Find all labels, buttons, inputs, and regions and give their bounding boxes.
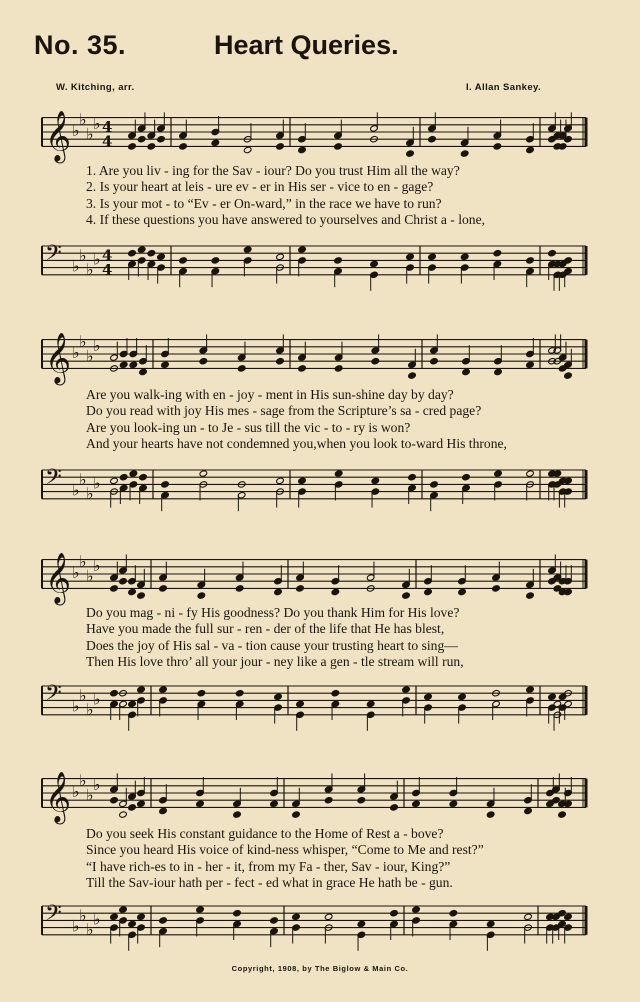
note-icon [197, 690, 206, 697]
flat-icon: ♭ [72, 696, 80, 716]
note-icon [558, 693, 567, 700]
lyric-line: Are you look-ing un - to Je - sus till the vic - to - ry is won? [86, 419, 411, 435]
lyric-line: Do you mag - ni - fy His goodness? Do you thank Him for His love? [86, 605, 460, 620]
note-icon [235, 585, 244, 592]
flat-icon: ♭ [93, 909, 101, 929]
note-icon [196, 906, 205, 913]
note-icon [235, 690, 244, 697]
note-icon [276, 253, 285, 260]
flat-icon: ♭ [93, 555, 101, 575]
hymn-number: No. 35. [34, 30, 127, 60]
note-icon [296, 585, 305, 592]
flat-icon: ♭ [86, 484, 94, 504]
flat-icon: ♭ [93, 249, 101, 269]
treble-clef-icon: 𝄞 [45, 332, 72, 384]
note-icon [334, 257, 343, 264]
note-icon [524, 913, 533, 920]
note-icon [139, 474, 148, 481]
note-icon [548, 250, 557, 257]
flat-icon: ♭ [93, 473, 101, 493]
note-icon [402, 592, 411, 599]
note-icon [462, 474, 471, 481]
note-icon [424, 693, 433, 700]
note-icon [428, 253, 437, 260]
flat-icon: ♭ [72, 121, 80, 140]
note-icon [147, 250, 156, 257]
flat-icon: ♭ [72, 256, 80, 276]
arranger-credit: W. Kitching, arr. [56, 82, 135, 93]
note-icon [129, 361, 138, 368]
note-icon [460, 253, 469, 260]
note-icon [526, 470, 535, 477]
bass-clef-icon: 𝄢 [45, 241, 62, 271]
copyright-notice: Copyright, 1908, by The Biglow & Main Co. [231, 964, 409, 973]
verse-block-4 [86, 826, 586, 892]
note-icon [233, 910, 242, 917]
note-icon [296, 700, 305, 707]
flat-icon: ♭ [72, 563, 80, 582]
flat-icon: ♭ [86, 566, 94, 586]
note-icon [196, 800, 205, 807]
note-icon [412, 906, 421, 913]
flat-icon: ♭ [93, 335, 101, 355]
note-icon [199, 358, 208, 365]
note-icon [197, 592, 206, 599]
bass-staff-1 [0, 236, 640, 306]
note-icon [137, 913, 146, 920]
flat-icon: ♭ [86, 700, 94, 720]
flat-icon: ♭ [72, 782, 80, 801]
note-icon [357, 797, 366, 804]
note-icon [137, 800, 146, 807]
lyric-line: 1. Are you liv - ing for the Sav - iour? Do you trust Him all the way? [86, 163, 460, 178]
note-icon [276, 143, 285, 150]
composer-credit: I. Allan Sankey. [466, 82, 542, 93]
note-icon [424, 588, 433, 595]
flat-icon: ♭ [79, 552, 87, 572]
note-icon [564, 257, 573, 264]
note-icon [211, 257, 220, 264]
note-icon [548, 693, 557, 700]
note-icon [157, 253, 166, 260]
bass-staff-2 [0, 460, 640, 530]
flat-icon: ♭ [79, 332, 87, 352]
time-signature-digit: 4 [102, 246, 113, 265]
note-icon [147, 143, 156, 150]
note-icon [137, 136, 146, 143]
lyric-line: Have you made the full sur - ren - der of the life that He has blest, [86, 621, 445, 637]
note-icon [137, 246, 146, 253]
note-icon [493, 250, 502, 257]
flat-icon: ♭ [86, 785, 94, 805]
note-icon [458, 693, 467, 700]
note-icon [110, 585, 119, 592]
note-icon [460, 150, 469, 157]
note-icon [526, 686, 535, 693]
note-icon [357, 920, 366, 927]
note-icon [298, 246, 307, 253]
bass-clef-icon: 𝄢 [45, 901, 62, 931]
note-icon [233, 811, 242, 818]
bass-staff-4 [0, 896, 640, 956]
note-icon [494, 470, 503, 477]
lyric-line: And your hearts have not condemned you,when you look to-ward His throne, [86, 436, 507, 452]
lyric-line: Are you walk-ing with en - joy - ment in His sun-shine day by day? [86, 387, 454, 402]
note-icon [128, 920, 137, 927]
lyric-line: Do you seek His constant guidance to the Home of Rest a - bove? [86, 826, 444, 841]
time-signature-digit: 4 [102, 118, 113, 136]
lyric-line: Does the joy of His sal - va - tion cause your trusting heart to sing— [86, 637, 458, 653]
note-icon [334, 143, 343, 150]
flat-icon: ♭ [86, 920, 94, 940]
flat-icon: ♭ [79, 685, 87, 705]
flat-icon: ♭ [79, 771, 87, 791]
note-icon [128, 804, 137, 811]
note-icon [390, 804, 399, 811]
note-icon [159, 917, 168, 924]
hymn-title: Heart Queries. [214, 30, 399, 60]
note-icon [526, 361, 535, 368]
note-icon [179, 257, 188, 264]
note-icon [199, 470, 208, 477]
note-icon [371, 477, 380, 484]
note-icon [526, 146, 535, 153]
note-icon [390, 910, 399, 917]
flat-icon: ♭ [72, 343, 80, 362]
treble-staff-4 [0, 760, 640, 826]
note-icon [110, 797, 119, 804]
note-icon [110, 913, 119, 920]
flat-icon: ♭ [86, 260, 94, 280]
note-icon [119, 361, 128, 368]
note-icon [526, 592, 535, 599]
note-icon [276, 477, 285, 484]
lyric-line: Then His love thro’ all your jour - ney like a gen - tle stream will run, [86, 654, 464, 670]
note-icon [159, 585, 168, 592]
note-icon [334, 365, 343, 372]
note-icon [430, 481, 439, 488]
note-icon [370, 260, 379, 267]
treble-clef-icon: 𝄞 [45, 771, 72, 823]
note-icon [430, 358, 439, 365]
note-icon [139, 368, 148, 375]
time-signature-digit: 4 [102, 260, 113, 279]
note-icon [334, 470, 343, 477]
note-icon [157, 136, 166, 143]
note-icon [406, 253, 415, 260]
note-icon [159, 686, 168, 693]
flat-icon: ♭ [79, 110, 87, 130]
time-signature-digit: 4 [102, 132, 113, 151]
note-icon [408, 372, 417, 379]
note-icon [493, 143, 502, 150]
note-icon [211, 139, 220, 146]
note-icon [298, 146, 307, 153]
note-icon [402, 686, 411, 693]
verse-block-3 [86, 605, 586, 671]
note-icon [119, 906, 128, 913]
flat-icon: ♭ [93, 774, 101, 794]
note-icon [458, 588, 467, 595]
note-icon [110, 690, 119, 697]
note-icon [243, 246, 252, 253]
note-icon [449, 800, 458, 807]
note-icon [128, 250, 137, 257]
note-icon [524, 807, 533, 814]
lyric-line: Till the Sav-iour hath per - fect - ed what in grace He hath be - gun. [86, 875, 453, 891]
note-icon [331, 690, 340, 697]
note-icon [270, 800, 279, 807]
note-icon [119, 578, 128, 585]
note-icon [270, 917, 279, 924]
note-icon [243, 146, 252, 153]
note-icon [486, 811, 495, 818]
flat-icon: ♭ [72, 916, 80, 936]
note-icon [179, 143, 188, 150]
note-icon [137, 592, 146, 599]
flat-icon: ♭ [86, 124, 94, 144]
note-icon [486, 920, 495, 927]
note-icon [237, 365, 246, 372]
note-icon [119, 811, 128, 818]
lyric-line: Since you heard His voice of kind-ness whisper, “Come to Me and rest?” [86, 842, 484, 858]
note-icon [128, 588, 137, 595]
note-icon [462, 368, 471, 375]
note-icon [366, 700, 375, 707]
note-icon [558, 811, 567, 818]
note-icon [129, 470, 138, 477]
note-icon [298, 365, 307, 372]
lyric-line: Do you read with joy His mes - sage from the Scripture’s sa - cred page? [86, 403, 482, 419]
flat-icon: ♭ [86, 346, 94, 366]
note-icon [274, 693, 283, 700]
lyric-line: “I have rich-es to in - her - it, from my Fa - ther, Sav - iour, King?” [86, 858, 451, 874]
note-icon [324, 797, 333, 804]
note-icon [331, 588, 340, 595]
treble-clef-icon: 𝄞 [45, 110, 72, 162]
note-icon [412, 800, 421, 807]
bass-clef-icon: 𝄢 [45, 465, 62, 495]
lyric-line: 4. If these questions you have answered to yourselves and Christ a - lone, [86, 212, 486, 228]
note-icon [274, 588, 283, 595]
treble-staff-2 [0, 322, 640, 386]
verse-block-1 [86, 163, 586, 229]
note-icon [406, 150, 415, 157]
note-icon [110, 477, 119, 484]
note-icon [128, 700, 137, 707]
flat-icon: ♭ [79, 245, 87, 265]
flat-icon: ♭ [93, 113, 101, 133]
note-icon [128, 143, 137, 150]
note-icon [526, 257, 535, 264]
lyric-line: 3. Is your mot - to “Ev - er On-ward,” in the race we have to run? [86, 195, 442, 211]
note-icon [137, 686, 146, 693]
flat-icon: ♭ [72, 480, 80, 500]
treble-clef-icon: 𝄞 [45, 552, 72, 604]
note-icon [408, 474, 417, 481]
note-icon [119, 474, 128, 481]
flat-icon: ♭ [79, 469, 87, 489]
note-icon [292, 811, 301, 818]
note-icon [292, 913, 301, 920]
note-icon [161, 361, 170, 368]
note-icon [449, 910, 458, 917]
note-icon [276, 358, 285, 365]
lyric-line: 2. Is your heart at leis - ure ev - er in His ser - vice to en - gage? [86, 179, 434, 195]
treble-staff-1 [0, 104, 640, 160]
note-icon [159, 807, 168, 814]
verse-block-2 [86, 387, 586, 453]
note-icon [371, 358, 380, 365]
note-icon [428, 136, 437, 143]
note-icon [492, 585, 501, 592]
treble-staff-3 [0, 542, 640, 606]
note-icon [494, 368, 503, 375]
flat-icon: ♭ [93, 689, 101, 709]
bass-clef-icon: 𝄢 [45, 681, 62, 711]
note-icon [564, 372, 573, 379]
flat-icon: ♭ [79, 905, 87, 925]
bass-staff-3 [0, 676, 640, 738]
note-icon [298, 477, 307, 484]
note-icon [161, 481, 170, 488]
note-icon [324, 913, 333, 920]
